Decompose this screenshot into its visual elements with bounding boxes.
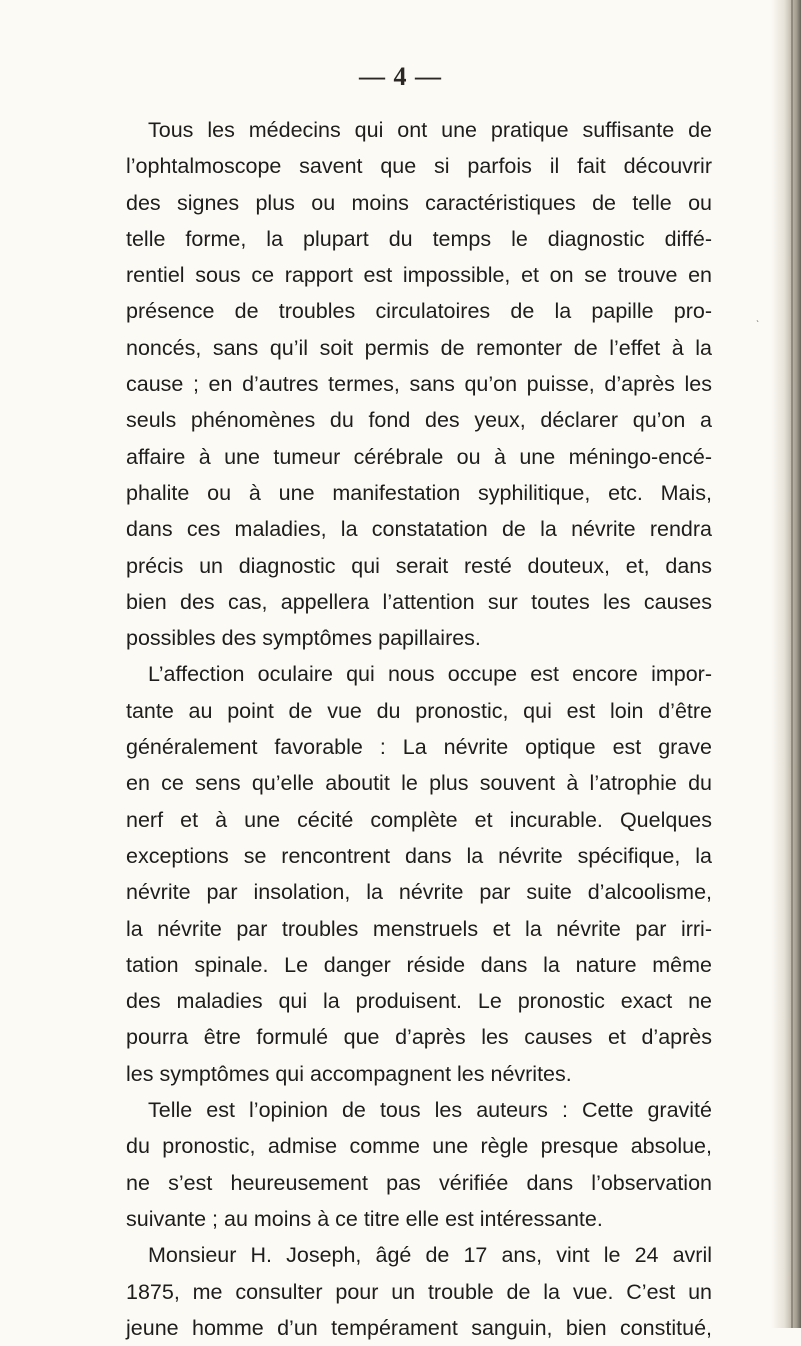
text-line: des maladies qui la produisent. Le pronostic exact ne [126, 989, 712, 1014]
text-line: bien des cas, appellera l’attention sur toutes les causes [126, 589, 712, 614]
text-line: Tous les médecins qui ont une pratique suffisante de [148, 118, 712, 142]
text-line: les symptômes qui accompagnent les névrites. [126, 1061, 572, 1086]
page-number: — 4 — [359, 62, 442, 91]
text-line: ne s’est heureusement pas vérifiée dans l’observation [126, 1170, 712, 1195]
text-line: tante au point de vue du pronostic, qui est loin d’être [126, 698, 712, 723]
text-line: cause ; en d’autres termes, sans qu’on puisse, d’après les [126, 372, 712, 397]
text-line: seuls phénomènes du fond des yeux, déclarer qu’on a [126, 408, 712, 433]
text-line: phalite ou à une manifestation syphilitique, etc. Mais, [126, 480, 712, 505]
page-edge-line [791, 0, 793, 1328]
text-line: telle forme, la plupart du temps le diagnostic diffé- [126, 226, 712, 251]
text-line: du pronostic, admise comme une règle presque absolue, [126, 1134, 712, 1159]
text-line: L’affection oculaire qui nous occupe est encore impor- [148, 662, 712, 687]
text-line: présence de troubles circulatoires de la papille pro- [126, 299, 712, 324]
page-gutter-shadow [771, 0, 801, 1328]
text-line: possibles des symptômes papillaires. [126, 626, 481, 651]
text-line: névrite par insolation, la névrite par suite d’alcoolisme, [126, 880, 712, 905]
body-text [126, 112, 712, 1346]
text-line: affaire à une tumeur cérébrale ou à une méningo-encé- [126, 444, 712, 469]
text-line: Monsieur H. Joseph, âgé de 17 ans, vint le 24 avril [148, 1243, 712, 1268]
text-line: tation spinale. Le danger réside dans la nature même [126, 952, 712, 977]
text-line: nerf et à une cécité complète et incurable. Quelques [126, 807, 712, 832]
text-line: jeune homme d’un tempérament sanguin, bien constitué, [126, 1315, 712, 1340]
text-line: exceptions se rencontrent dans la névrite spécifique, la [126, 843, 712, 868]
text-line: la névrite par troubles menstruels et la névrite par irri- [126, 916, 712, 941]
text-line: Telle est l’opinion de tous les auteurs : Cette gravité [148, 1098, 712, 1123]
stray-ink-mark: ˋ [756, 320, 760, 331]
text-line: précis un diagnostic qui serait resté douteux, et, dans [126, 553, 712, 578]
text-line: en ce sens qu’elle aboutit le plus souvent à l’atrophie du [126, 771, 712, 796]
text-line: 1875, me consulter pour un trouble de la vue. C’est un [126, 1279, 712, 1304]
text-line: généralement favorable : La névrite optique est grave [126, 735, 712, 760]
text-line: l’ophtalmoscope savent que si parfois il fait découvrir [126, 154, 712, 179]
text-line: des signes plus ou moins caractéristiques de telle ou [126, 190, 712, 215]
text-line: rentiel sous ce rapport est impossible, et on se trouve en [126, 263, 712, 288]
text-line: dans ces maladies, la constatation de la névrite rendra [126, 517, 712, 542]
text-line: pourra être formulé que d’après les causes et d’après [126, 1025, 712, 1050]
text-line: suivante ; au moins à ce titre elle est intéressante. [126, 1206, 603, 1231]
text-line: noncés, sans qu’il soit permis de remonter de l’effet à la [126, 335, 712, 360]
